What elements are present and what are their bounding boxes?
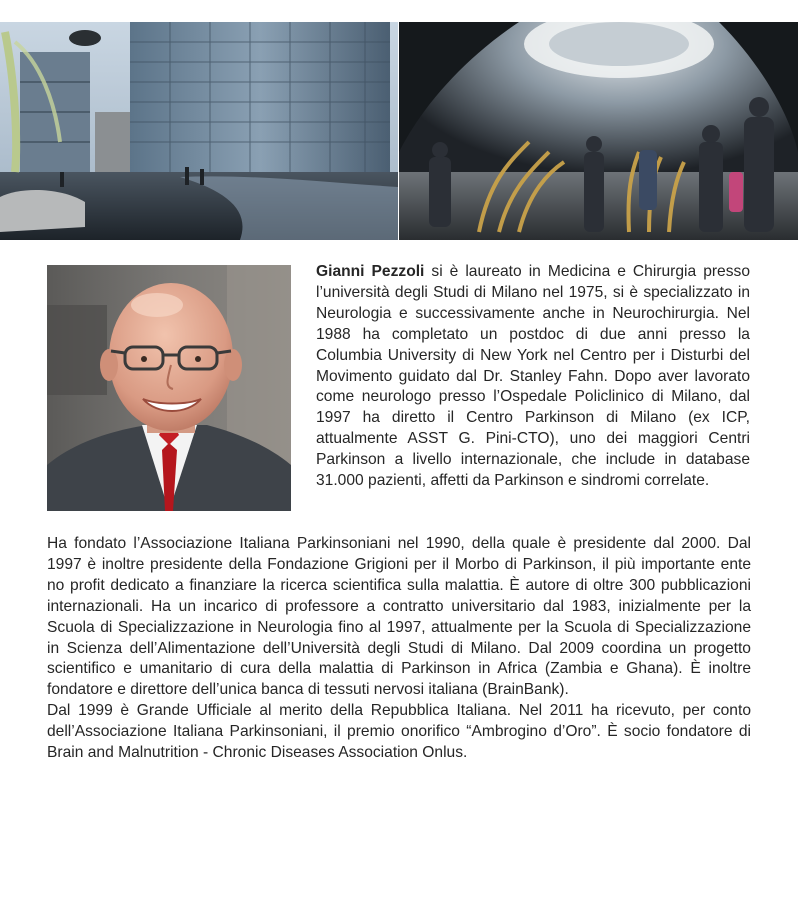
bio-paragraph-1: Ha fondato l’Associazione Italiana Parkinsoniani nel 1990, della quale è presidente dal 2000. Dal 1997 è inoltre presidente della Fondazione Grigioni per il Morbo di Parkinson, il più importante ente no profit dedicato a finanziare la ricerca scientifica sulla malattia. È autore di oltre 300 pubblicazioni internazionali. Ha un incarico di professore a contratto universitario dal 1983, inizialmente per la Scuola di Specializzazione in Neurologia fino al 1997, attualmente per la Scuola di Specializzazione in Scienza dell’Alimentazione dell’Università degli Studi di Milano. Dal 2009 coordina un progetto scientifico e umanitario di cura della malattia di Parkinson in Africa (Zambia e Ghana). È inoltre fondatore e direttore dell’unica banca di tessuti nervosi italiana (BrainBank). bbox=[47, 535, 751, 699]
people-installation-photo bbox=[399, 22, 798, 240]
bio-intro-paragraph bbox=[316, 262, 750, 492]
bio-intro-text: si è laureato in Medicina e Chirurgia presso l’università degli Studi di Milano nel 1975, si è specializzato in Neurologia e successivamente anche in Neurochirurgia. Nel 1988 ha completato un postdoc di due anni presso la Columbia University di New York nel Centro per i Disturbi del Movimento guidato dal Dr. Stanley Fahn. Dopo aver lavorato come neurologo presso l’Ospedale Policlinico di Milano, dal 1997 ha diretto il Centro Parkinson di Milano (ex ICP, attualmente ASST G. Pini-CTO), uno dei maggiori Centri Parkinson a livello internazionale, che include in database 31.000 pazienti, affetti da Parkinson e sindromi correlate. bbox=[316, 263, 750, 490]
bio-paragraph-2: Dal 1999 è Grande Ufficiale al merito della Repubblica Italiana. Nel 2011 ha ricevuto, per conto dell’Associazione Italiana Parkinsoniani, il premio onorifico “Ambrogino d’Oro”. È socio fondatore di Brain and Malnutrition - Chronic Diseases Association Onlus. bbox=[47, 702, 751, 762]
portrait-photo bbox=[47, 265, 291, 511]
bio-name: Gianni Pezzoli bbox=[316, 263, 425, 280]
bio-main-text bbox=[47, 534, 751, 764]
city-plaza-photo bbox=[0, 22, 398, 240]
